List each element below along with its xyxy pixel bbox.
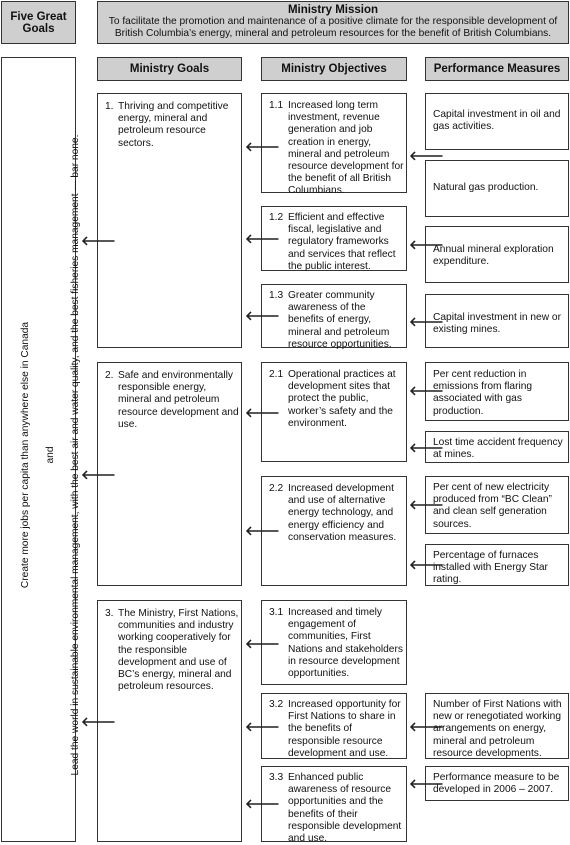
measure-7-box: [425, 476, 569, 534]
arrow-left-icon: 🡐: [245, 636, 280, 651]
measure-8-text: Percentage of furnaces installed with Energy Star rating.: [433, 550, 548, 586]
objective-3-1-number: 3.1: [269, 607, 284, 618]
objective-1-3-number: 1.3: [269, 290, 284, 301]
arrow-left-icon: 🡐: [409, 776, 444, 791]
objective-3-3-text: Enhanced public awareness of resource opportunities and the benefits of their responsible development and use.: [288, 772, 402, 845]
objective-3-2-number: 3.2: [269, 699, 284, 710]
measure-6-text: Lost time accident frequency at mines.: [433, 437, 563, 461]
measure-9-box: [425, 693, 569, 759]
goal-1-box: [97, 93, 242, 348]
objective-2-2-text: Increased development and use of alternative energy technology, and energy efficiency and conservation measures.: [288, 483, 397, 543]
five-great-goals-header: [1, 1, 76, 44]
measure-8-box: [425, 544, 569, 586]
objective-1-3-text: Greater community awareness of the benefits of energy, mineral and petroleum resource opportunities.: [288, 290, 392, 350]
great-goals-line1: Create more jobs per capita than anywhere else in Canada: [20, 321, 32, 589]
arrow-left-icon: 🡐: [81, 233, 116, 248]
objective-1-2-number: 1.2: [269, 212, 284, 223]
objective-2-1-text: Operational practices at development sites that protect the public, worker’s safety and the environment.: [288, 369, 396, 429]
ministry-objectives-header: [261, 57, 407, 81]
objective-1-2-box: [261, 206, 407, 271]
goal-2-box: [97, 362, 242, 586]
arrow-left-icon: 🡐: [409, 497, 444, 512]
arrow-left-icon: 🡐: [245, 405, 280, 420]
performance-measures-header-text: Performance Measures: [433, 63, 561, 75]
five-great-goals-header-text: Five Great Goals: [10, 10, 67, 35]
ministry-mission-title: Ministry Mission: [287, 4, 379, 16]
objective-1-3-box: [261, 284, 407, 348]
measure-4-text: Capital investment in new or existing mines.: [433, 312, 561, 336]
goal-1-text: Thriving and competitive energy, mineral and petroleum resource sectors.: [118, 101, 229, 149]
arrow-left-icon: 🡐: [81, 467, 116, 482]
goal-1-number: 1.: [105, 101, 114, 112]
measure-9-text: Number of First Nations with new or renegotiated working arrangements on energy, mineral and petroleum resource developments.: [433, 699, 562, 759]
ministry-goals-header: [97, 57, 242, 81]
objective-1-1-box: [261, 93, 407, 197]
arrow-left-icon: 🡐: [245, 231, 280, 246]
ministry-goals-header-text: Ministry Goals: [129, 63, 210, 75]
great-goals-text: [8, 71, 82, 839]
arrow-left-icon: 🡐: [245, 796, 280, 811]
arrow-left-icon: 🡐: [245, 308, 280, 323]
goal-3-box: [97, 600, 242, 842]
arrow-left-icon: 🡐: [245, 719, 280, 734]
measure-3-text: Annual mineral exploration expenditure.: [433, 244, 554, 268]
ministry-mission-box: [97, 1, 569, 44]
ministry-objectives-header-text: Ministry Objectives: [281, 63, 387, 75]
objective-1-1-number: 1.1: [269, 100, 284, 111]
measure-5-box: [425, 362, 569, 421]
objective-3-3-box: [261, 766, 407, 845]
measure-1-text: Capital investment in oil and gas activities.: [433, 109, 561, 133]
objective-3-3-number: 3.3: [269, 772, 284, 783]
arrow-left-icon: 🡐: [409, 557, 444, 572]
objective-3-1-box: [261, 600, 407, 685]
ministry-mission-text: To facilitate the promotion and maintenance of a positive climate for the responsible development of British Columbia’s energy, mineral and petroleum resources for the benefit of British Columbians.: [108, 16, 558, 39]
objective-2-2-box: [261, 476, 407, 586]
measure-6-box: [425, 431, 569, 463]
arrow-left-icon: 🡐: [409, 719, 444, 734]
arrow-left-icon: 🡐: [409, 148, 444, 163]
goal-3-number: 3.: [105, 608, 114, 619]
measure-7-text: Per cent of new electricity produced from “BC Clean” and clean self generation sources.: [433, 482, 552, 530]
arrow-left-icon: 🡐: [409, 314, 444, 329]
great-goals-line3: Lead the world in sustainable environmental management, with the best air and water quality, and the best fisheries management — bar none.: [70, 134, 82, 776]
goal-2-text: Safe and environmentally responsible energy, mineral and petroleum resource development and use.: [118, 370, 239, 430]
measure-1-box: [425, 93, 569, 150]
arrow-left-icon: 🡐: [409, 237, 444, 252]
objective-2-1-number: 2.1: [269, 369, 284, 380]
measure-2-text: Natural gas production.: [433, 182, 539, 193]
measure-5-text: Per cent reduction in emissions from flaring associated with gas production.: [433, 369, 533, 417]
objective-1-2-text: Efficient and effective fiscal, legislative and regulatory frameworks and services that reflect the public interest.: [288, 212, 396, 272]
great-goals-line2: and: [45, 446, 57, 464]
arrow-left-icon: 🡐: [81, 714, 116, 729]
measure-10-text: Performance measure to be developed in 2006 – 2007.: [433, 772, 560, 796]
objective-2-1-box: [261, 362, 407, 462]
arrow-left-icon: 🡐: [245, 523, 280, 538]
goal-3-text: The Ministry, First Nations, communities and industry working cooperatively for the responsible development and use of BC’s energy, mineral and petroleum resources.: [118, 608, 239, 693]
objective-1-1-text: Increased long term investment, revenue generation and job creation in energy, mineral and petroleum resource development for the benefit of all British Columbians.: [288, 100, 404, 197]
arrow-left-icon: 🡐: [409, 440, 444, 455]
measure-10-box: [425, 766, 569, 801]
objective-3-1-text: Increased and timely engagement of communities, First Nations and stakeholders in resource development opportunities.: [288, 607, 403, 680]
arrow-left-icon: 🡐: [245, 139, 280, 154]
goal-2-number: 2.: [105, 370, 114, 381]
arrow-left-icon: 🡐: [409, 383, 444, 398]
objective-3-2-text: Increased opportunity for First Nations to share in the benefits of responsible resource development and use.: [288, 699, 401, 759]
objective-3-2-box: [261, 693, 407, 759]
performance-measures-header: [425, 57, 569, 81]
measure-2-box: [425, 160, 569, 217]
measure-3-box: [425, 226, 569, 283]
objective-2-2-number: 2.2: [269, 483, 284, 494]
measure-4-box: [425, 294, 569, 348]
